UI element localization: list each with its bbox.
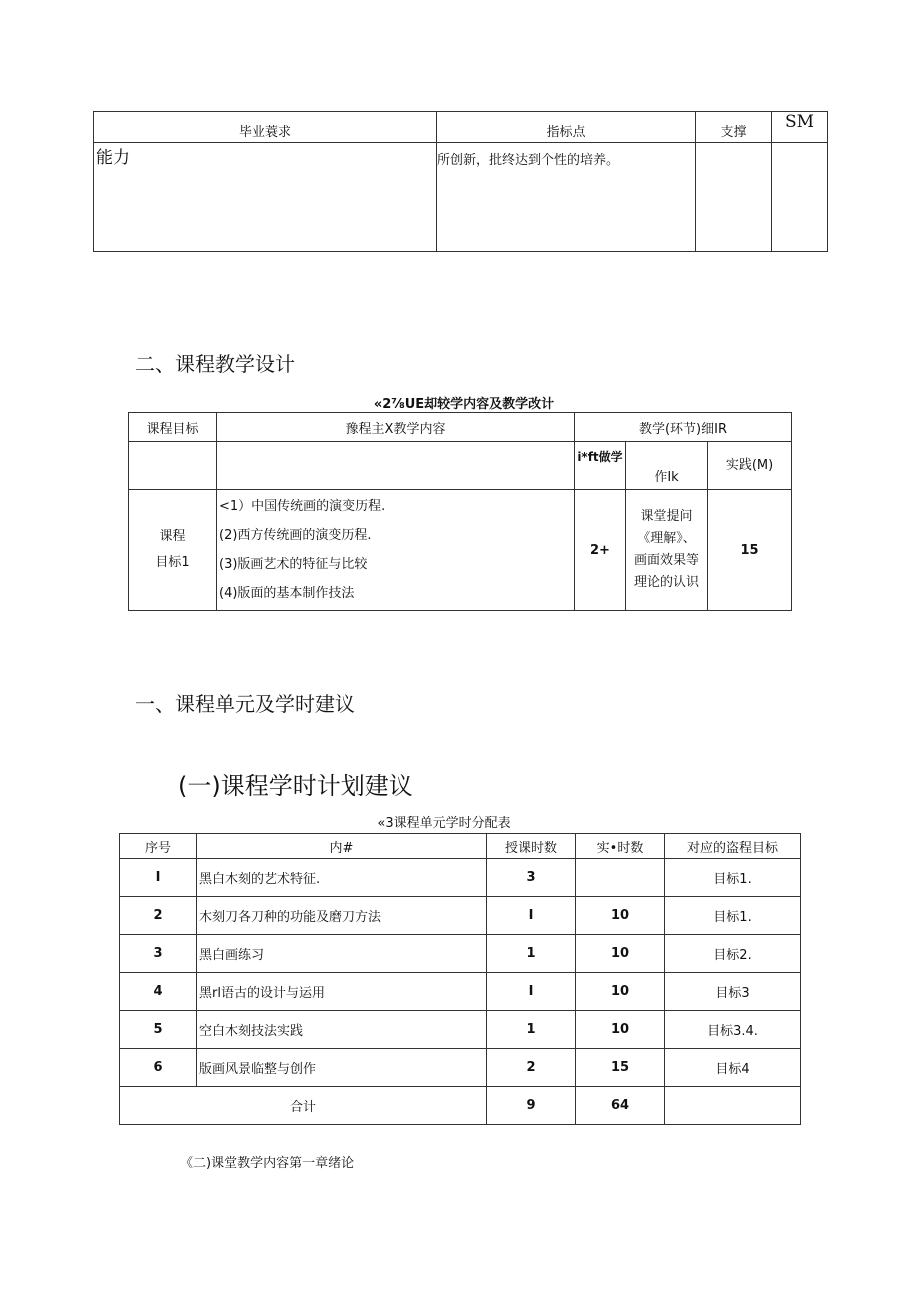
row-practice	[576, 859, 665, 897]
row-unit: 木刻刀各刀种的功能及磨刀方法	[197, 897, 487, 935]
table-row	[120, 897, 801, 935]
row-index: 2	[120, 897, 197, 935]
section-heading-design: 二、课程教学设计	[135, 352, 295, 376]
table-row	[120, 1011, 801, 1049]
header-requirement: 毕业蓑求	[94, 112, 437, 143]
method-line: 画面效果等	[633, 553, 699, 568]
row-lecture: I	[487, 973, 576, 1011]
method-line: 理论的认识	[633, 575, 699, 590]
subheader-work: 作Ik	[626, 442, 708, 490]
row-unit: 黑白画练习	[197, 935, 487, 973]
row-goal: 目标1.	[665, 897, 801, 935]
table2-caption: «2⅞UE却较学内容及教学改计	[373, 397, 555, 412]
row-unit: 空白木刻技法实践	[197, 1011, 487, 1049]
footer-note: 《二)课堂教学内容第一章绪论	[180, 1156, 355, 1171]
row-unit: 版画风景临整与创作	[197, 1049, 487, 1087]
subheader-theory: i*ft做学	[575, 442, 626, 490]
table3-caption: «3课程单元学时分配表	[377, 816, 511, 831]
row-practice: 10	[576, 935, 665, 973]
empty-cell	[129, 442, 217, 490]
row-goal: 目标2.	[665, 935, 801, 973]
header-content: 豫程主X教学内容	[217, 413, 575, 442]
row-lecture: 1	[487, 1011, 576, 1049]
section-heading-units: 一、课程单元及学时建议	[135, 692, 355, 716]
subsection-heading-plan: (一)课程学时计划建议	[178, 772, 413, 800]
content-item: (4)版面的基本制作技法	[219, 586, 355, 601]
row-goal: 目标3.4.	[665, 1011, 801, 1049]
row-index: 4	[120, 973, 197, 1011]
cell-ability: 能力	[94, 143, 437, 252]
header-course-goal: 课程目标	[129, 413, 217, 442]
method-line: 课堂提问	[640, 509, 693, 524]
table-row	[120, 973, 801, 1011]
subheader-practice: 实践(M)	[708, 442, 792, 490]
row-lecture: 3	[487, 859, 576, 897]
row-goal: 目标1.	[665, 859, 801, 897]
unit-hours-table	[119, 833, 801, 1125]
table-row	[120, 935, 801, 973]
method-line: 《理解》、	[637, 531, 696, 546]
total-row	[120, 1087, 801, 1125]
header-sm: SM	[772, 112, 828, 143]
cell-theory-value: 2+	[575, 490, 626, 611]
total-practice: 64	[576, 1087, 665, 1125]
header-course-goal: 对应的盗程目标	[665, 834, 801, 859]
row-index: 6	[120, 1049, 197, 1087]
row-index: 3	[120, 935, 197, 973]
goal-line: 课程	[159, 529, 186, 544]
total-lecture: 9	[487, 1087, 576, 1125]
goal-line: 目标1	[155, 555, 190, 570]
row-goal: 目标3	[665, 973, 801, 1011]
graduation-requirements-table	[93, 111, 828, 252]
cell-support	[696, 143, 772, 252]
cell-practice-value: 15	[708, 490, 792, 611]
header-practice-hours: 实•时数	[576, 834, 665, 859]
row-goal: 目标4	[665, 1049, 801, 1087]
row-practice: 10	[576, 1011, 665, 1049]
cell-indicator-text: 所创新，批终达到个性的培养。	[437, 143, 696, 252]
header-index: 序号	[120, 834, 197, 859]
row-unit: 黑白木刻的艺术特征.	[197, 859, 487, 897]
total-label: 合计	[120, 1087, 487, 1125]
row-unit: 黑rl语古的设计与运用	[197, 973, 487, 1011]
course-design-table	[128, 412, 792, 611]
empty-cell	[665, 1087, 801, 1125]
row-practice: 15	[576, 1049, 665, 1087]
row-practice: 10	[576, 973, 665, 1011]
header-support: 支撑	[696, 112, 772, 143]
content-item: (2)西方传统画的演变历程.	[219, 528, 372, 543]
table-row	[120, 1049, 801, 1087]
row-lecture: I	[487, 897, 576, 935]
empty-cell	[217, 442, 575, 490]
row-lecture: 1	[487, 935, 576, 973]
row-practice: 10	[576, 897, 665, 935]
cell-content-list	[217, 490, 575, 611]
header-indicator: 指标点	[437, 112, 696, 143]
table-row	[120, 859, 801, 897]
row-index: I	[120, 859, 197, 897]
row-lecture: 2	[487, 1049, 576, 1087]
header-lecture-hours: 授课时数	[487, 834, 576, 859]
header-unit: 内#	[197, 834, 487, 859]
cell-sm	[772, 143, 828, 252]
cell-goal-1	[129, 490, 217, 611]
content-item: (3)版画艺术的特征与比较	[219, 557, 368, 572]
row-index: 5	[120, 1011, 197, 1049]
content-item: <1）中国传统画的演变历程.	[219, 499, 386, 514]
cell-method-text	[626, 490, 708, 611]
header-method: 教学(环节)细IR	[575, 413, 792, 442]
